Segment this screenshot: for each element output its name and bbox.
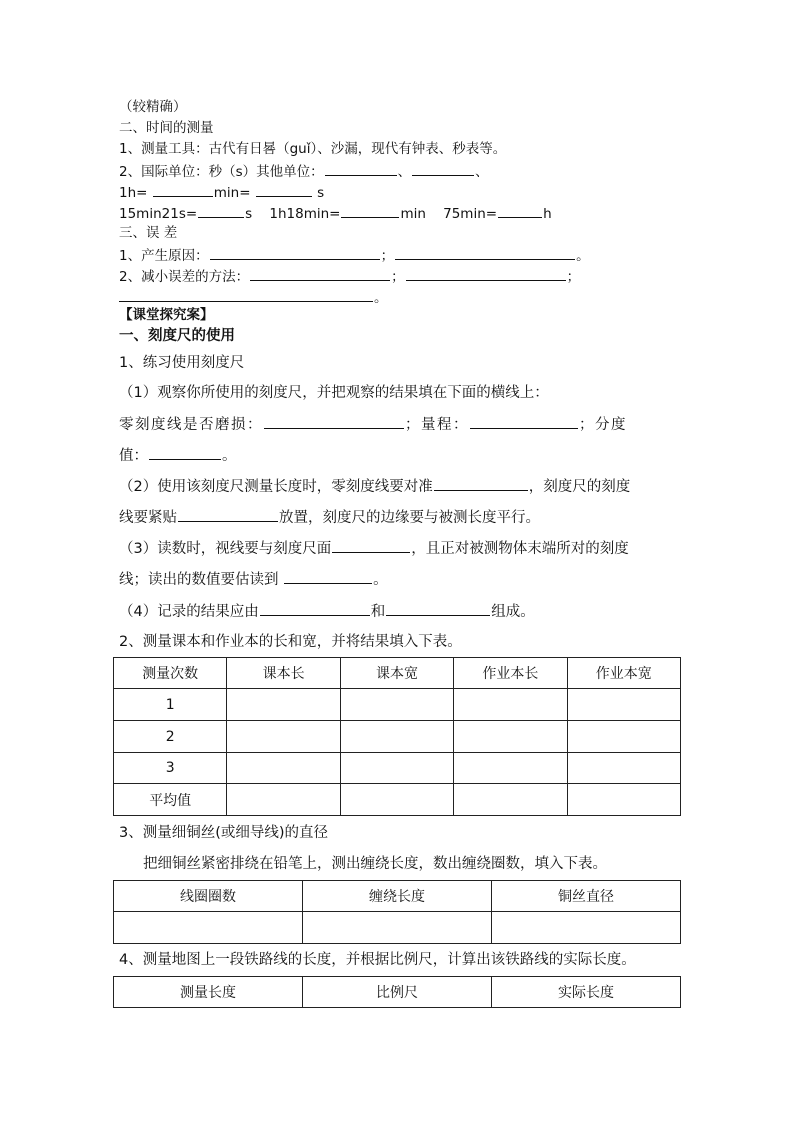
- blank-reduce-3[interactable]: [119, 286, 373, 302]
- table-header-cell: 作业本长: [454, 658, 567, 689]
- table-header-row: [114, 881, 681, 912]
- question-2-line-2: 线要紧贴 放置，刻度尺的边缘要与被测长度平行。: [119, 506, 540, 529]
- blank-division[interactable]: [149, 444, 221, 460]
- blank-hour-sec[interactable]: [256, 181, 312, 197]
- table-header-cell: 测量次数: [114, 658, 227, 689]
- question-4: （4）记录的结果应由 和 组成。: [119, 600, 535, 623]
- blank-hour-min[interactable]: [153, 181, 213, 197]
- blank-align[interactable]: [434, 475, 528, 491]
- table-row: [114, 689, 681, 721]
- table-header-cell: 缠绕长度: [303, 881, 492, 912]
- table-cell[interactable]: [303, 912, 492, 944]
- table-header-cell: 课本长: [227, 658, 340, 689]
- blank-conv-1[interactable]: [198, 202, 244, 218]
- blank-cause-2[interactable]: [395, 244, 575, 260]
- table-cell[interactable]: [454, 753, 567, 784]
- table-cell[interactable]: [227, 689, 340, 721]
- error-cause-line: 1、产生原因： ； 。: [119, 244, 590, 266]
- blank-unit-1[interactable]: [325, 160, 397, 176]
- blank-reduce-2[interactable]: [406, 265, 566, 281]
- table-cell[interactable]: [567, 784, 680, 816]
- heading-error: 三、误 差: [119, 225, 178, 241]
- table-header-cell: 铜丝直径: [492, 881, 681, 912]
- question-1: （1）观察你所使用的刻度尺，并把观察的结果填在下面的横线上：: [119, 385, 549, 401]
- blank-range[interactable]: [470, 413, 578, 429]
- table-row: [114, 912, 681, 944]
- table-row: [114, 721, 681, 753]
- blank-cause-1[interactable]: [210, 244, 380, 260]
- table-header-row: [114, 658, 681, 689]
- wire-measurement-table: [113, 880, 681, 944]
- table-cell[interactable]: [340, 689, 453, 721]
- blank-reduce-1[interactable]: [250, 265, 390, 281]
- question-1-division: 值： 。: [119, 444, 237, 467]
- table-header-cell: 作业本宽: [567, 658, 680, 689]
- time-tools-line: 1、测量工具：古代有日晷（guǐ）、沙漏，现代有钟表、秒表等。: [119, 141, 507, 157]
- table-header-row: [114, 977, 681, 1008]
- table-header-cell: 测量长度: [114, 977, 303, 1008]
- measure-map-line: 4、测量地图上一段铁路线的长度，并根据比例尺，计算出该铁路线的实际长度。: [119, 952, 636, 968]
- table-cell[interactable]: [340, 721, 453, 753]
- reduce-error-line: 2、减小误差的方法： ； ；: [119, 265, 580, 287]
- table-cell[interactable]: [227, 784, 340, 816]
- blank-result-1[interactable]: [260, 600, 370, 616]
- blank-close-to[interactable]: [178, 506, 278, 522]
- blank-view-angle[interactable]: [332, 537, 410, 553]
- time-unit-line: 2、国际单位：秒（s）其他单位： 、 、: [119, 160, 489, 182]
- map-measurement-table: [113, 976, 681, 1008]
- table-cell[interactable]: [454, 721, 567, 753]
- table-cell[interactable]: [227, 721, 340, 753]
- note-more-precise: （较精确）: [119, 99, 187, 115]
- question-1-answers: 零刻度线是否磨损： ；量程： ；分度: [119, 413, 627, 436]
- table-cell[interactable]: [454, 784, 567, 816]
- table-cell[interactable]: [567, 689, 680, 721]
- table-cell[interactable]: [492, 912, 681, 944]
- table-header-cell: 课本宽: [340, 658, 453, 689]
- question-3-line-2: 线；读出的数值要估读到 。: [119, 568, 388, 591]
- row-label: 3: [114, 753, 227, 784]
- table-cell[interactable]: [567, 753, 680, 784]
- section-title-classroom: 【课堂探究案】: [119, 307, 214, 323]
- practice-ruler-line: 1、练习使用刻度尺: [119, 355, 245, 371]
- row-label: 1: [114, 689, 227, 721]
- table-row: [114, 784, 681, 816]
- blank-unit-2[interactable]: [412, 160, 474, 176]
- measure-wire-instructions: 把细铜丝紧密排绕在铅笔上，测出缠绕长度，数出缠绕圈数，填入下表。: [143, 856, 607, 872]
- reduce-error-line-cont: 。: [119, 286, 388, 308]
- table-header-cell: 线圈圈数: [114, 881, 303, 912]
- blank-conv-2[interactable]: [341, 202, 399, 218]
- table-header-cell: 比例尺: [303, 977, 492, 1008]
- blank-conv-3[interactable]: [498, 202, 542, 218]
- table-cell[interactable]: [340, 753, 453, 784]
- book-measurement-table: [113, 657, 681, 816]
- measure-wire-line: 3、测量细铜丝(或细导线)的直径: [119, 825, 329, 841]
- measure-book-line: 2、测量课本和作业本的长和宽，并将结果填入下表。: [119, 634, 462, 650]
- time-conversion-line: 15min21s= s 1h18min= min 75min= h: [119, 202, 552, 224]
- blank-result-2[interactable]: [386, 600, 490, 616]
- table-cell[interactable]: [114, 912, 303, 944]
- question-2-line-1: （2）使用该刻度尺测量长度时，零刻度线要对准 ，刻度尺的刻度: [119, 475, 630, 498]
- table-cell[interactable]: [454, 689, 567, 721]
- table-cell[interactable]: [340, 784, 453, 816]
- hour-conversion-line: 1h= min= s: [119, 181, 324, 203]
- blank-zero-line[interactable]: [264, 413, 404, 429]
- row-label: 2: [114, 721, 227, 753]
- heading-ruler-use: 一、刻度尺的使用: [119, 328, 235, 344]
- heading-time-measurement: 二、时间的测量: [119, 120, 214, 136]
- question-3-line-1: （3）读数时，视线要与刻度尺面 ，且正对被测物体末端所对的刻度: [119, 537, 629, 560]
- blank-estimate[interactable]: [284, 568, 372, 584]
- row-label: 平均值: [114, 784, 227, 816]
- table-cell[interactable]: [567, 721, 680, 753]
- table-header-cell: 实际长度: [492, 977, 681, 1008]
- table-cell[interactable]: [227, 753, 340, 784]
- table-row: [114, 753, 681, 784]
